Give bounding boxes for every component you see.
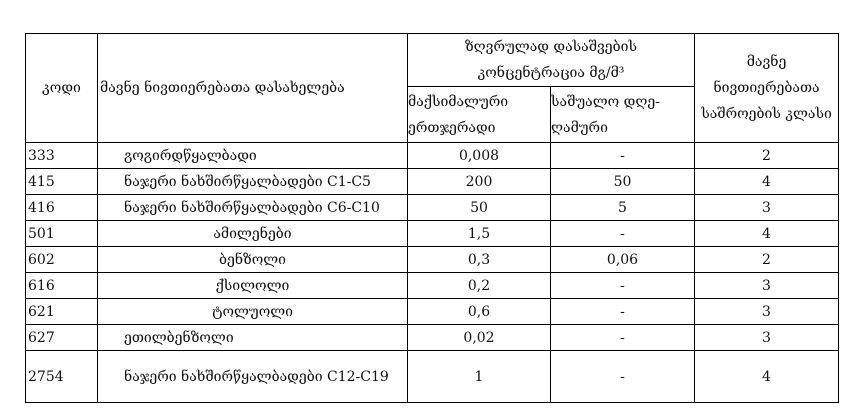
table-row xyxy=(26,247,839,273)
code-header: კოდი xyxy=(26,34,98,143)
code-cell: 501 xyxy=(26,221,98,247)
substance-name-cell: ნაჯერი ნახშირწყალბადები C12-C19 xyxy=(98,351,408,403)
avg-daily-cell: - xyxy=(551,351,695,403)
hazard-class-cell: 3 xyxy=(695,195,839,221)
avg-daily-cell: - xyxy=(551,299,695,325)
table-row xyxy=(26,299,839,325)
code-cell: 415 xyxy=(26,169,98,195)
hazard-class-cell: 4 xyxy=(695,221,839,247)
avg-daily-cell: 5 xyxy=(551,195,695,221)
max-once-cell: 1,5 xyxy=(408,221,551,247)
header-row-top xyxy=(26,34,839,87)
max-once-cell: 50 xyxy=(408,195,551,221)
max-once-cell: 1 xyxy=(408,351,551,403)
max-once-header: მაქსიმალური ერთჯერადი xyxy=(408,87,551,143)
table-row xyxy=(26,195,839,221)
table-row xyxy=(26,169,839,195)
avg-daily-cell: 0,06 xyxy=(551,247,695,273)
code-cell: 333 xyxy=(26,143,98,169)
code-cell: 616 xyxy=(26,273,98,299)
substance-name-cell: ტოლუოლი xyxy=(98,299,408,325)
avg-daily-cell: - xyxy=(551,221,695,247)
substance-name-cell: ეთილბენზოლი xyxy=(98,325,408,351)
avg-daily-cell: 50 xyxy=(551,169,695,195)
max-once-cell: 200 xyxy=(408,169,551,195)
max-once-cell: 0,6 xyxy=(408,299,551,325)
hazard-class-cell: 3 xyxy=(695,325,839,351)
code-cell: 416 xyxy=(26,195,98,221)
substance-name-cell: ამილენები xyxy=(98,221,408,247)
concentration-header: ზღვრულად დასაშვების კონცენტრაცია მგ/მ³ xyxy=(408,34,695,87)
hazard-class-cell: 3 xyxy=(695,273,839,299)
substance-name-cell: გოგირდწყალბადი xyxy=(98,143,408,169)
max-once-cell: 0,008 xyxy=(408,143,551,169)
hazard-class-cell: 2 xyxy=(695,247,839,273)
code-cell: 621 xyxy=(26,299,98,325)
avg-daily-cell: - xyxy=(551,273,695,299)
max-once-cell: 0,02 xyxy=(408,325,551,351)
table-row xyxy=(26,273,839,299)
hazard-class-cell: 3 xyxy=(695,299,839,325)
avg-daily-cell: - xyxy=(551,325,695,351)
table-row xyxy=(26,143,839,169)
avg-daily-header: საშუალო დღე-ღამური xyxy=(551,87,695,143)
code-cell: 627 xyxy=(26,325,98,351)
max-once-cell: 0,2 xyxy=(408,273,551,299)
hazard-class-cell: 2 xyxy=(695,143,839,169)
hazard-class-cell: 4 xyxy=(695,351,839,403)
hazard-class-header: მავნე ნივთიერებათა საშროების კლასი xyxy=(695,34,839,143)
code-cell: 2754 xyxy=(26,351,98,403)
table-row xyxy=(26,325,839,351)
substance-name-cell: ქსილოლი xyxy=(98,273,408,299)
table-row xyxy=(26,351,839,403)
avg-daily-cell: - xyxy=(551,143,695,169)
pollutant-table xyxy=(25,33,839,403)
substance-name-cell: ნაჯერი ნახშირწყალბადები C6-C10 xyxy=(98,195,408,221)
hazard-class-cell: 4 xyxy=(695,169,839,195)
table-row xyxy=(26,221,839,247)
name-header: მავნე ნივთიერებათა დასახელება xyxy=(98,34,408,143)
code-cell: 602 xyxy=(26,247,98,273)
max-once-cell: 0,3 xyxy=(408,247,551,273)
substance-name-cell: ბენზოლი xyxy=(98,247,408,273)
substance-name-cell: ნაჯერი ნახშირწყალბადები C1-C5 xyxy=(98,169,408,195)
